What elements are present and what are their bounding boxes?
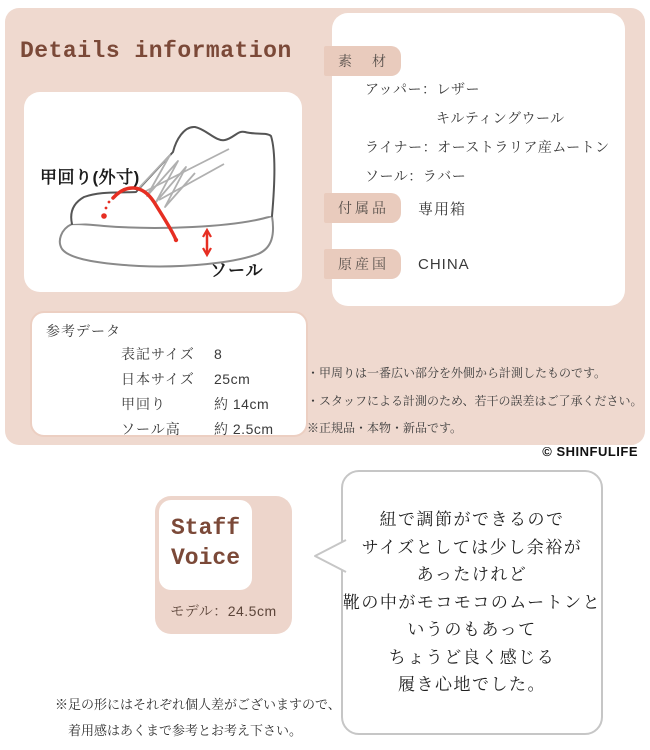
details-panel (5, 8, 645, 445)
accessory-chip: 付属品 (324, 193, 401, 223)
staff-voice-title-card (159, 500, 252, 590)
instep-arc-dot (101, 213, 107, 219)
instep-arc-dot (105, 207, 108, 210)
measurement-notes (307, 360, 642, 443)
note-line: ※正規品・本物・新品です。 (307, 421, 463, 435)
comment-line: あったけれど (416, 565, 528, 585)
ref-label: 表記サイズ (121, 346, 195, 362)
origin-chip: 原産国 (324, 249, 401, 279)
footnote-line: 着用感はあくまで参考とお考え下さい。 (68, 723, 303, 738)
shoe-diagram-card (24, 92, 302, 292)
reference-data-heading: 参考データ (46, 323, 121, 339)
table-row (46, 417, 292, 442)
page-title: Details information (20, 38, 292, 64)
comment-line: 靴の中がモコモコのムートンと (342, 592, 602, 612)
table-row (46, 342, 292, 367)
ref-label: 甲回り (121, 396, 166, 412)
staff-voice-comment (343, 472, 601, 733)
copyright-text: © SHINFULIFE (542, 444, 638, 459)
staff-voice-bubble (341, 470, 603, 735)
comment-line: いうのもあって (407, 620, 537, 640)
ref-value: 8 (214, 346, 223, 362)
note-line: ・スタッフによる計測のため、若干の誤差はご了承ください。 (307, 393, 643, 408)
material-line: ソール：ラバー (365, 168, 467, 184)
comment-line: 履き心地でした。 (398, 675, 546, 695)
ref-value: 約 2.5cm (214, 421, 274, 437)
accessory-value: 専用箱 (418, 200, 467, 218)
comment-line: サイズとしては少し余裕が (361, 537, 583, 557)
instep-arc-dot (174, 238, 178, 242)
origin-value: CHINA (418, 255, 470, 273)
note-line: ・甲周りは一番広い部分を外側から計測したものです。 (307, 366, 607, 380)
comment-line: ちょうど良く感じる (388, 647, 556, 667)
footnote (55, 692, 341, 744)
material-chip: 素 材 (324, 46, 401, 76)
instep-arc-dot (108, 201, 111, 204)
footnote-line: ※足の形にはそれぞれ個人差がございますので、 (55, 697, 341, 712)
spec-card (332, 13, 625, 306)
comment-line: 紐で調節ができるので (379, 510, 565, 530)
ref-label: 日本サイズ (121, 371, 195, 387)
instep-label: 甲回り(外寸) (40, 168, 140, 187)
accessory-row (324, 193, 466, 223)
ref-value: 25cm (214, 371, 251, 387)
ref-label: ソール高 (121, 421, 181, 437)
material-line: キルティングウール (436, 110, 565, 126)
material-line: アッパー：レザー (365, 81, 481, 97)
table-row (46, 367, 292, 392)
staff-voice-title-line: Staff (170, 515, 240, 541)
reference-data-card (30, 311, 308, 437)
ref-value: 約 14cm (214, 396, 270, 412)
material-lines (365, 75, 610, 191)
material-line: ライナー：オーストラリア産ムートン (365, 139, 610, 155)
table-row (46, 392, 292, 417)
model-size-text: モデル：24.5cm (170, 603, 277, 619)
origin-row (324, 249, 470, 279)
sole-label: ソール (210, 261, 264, 280)
staff-voice-badge (155, 496, 292, 634)
staff-voice-title-line: Voice (170, 545, 240, 571)
bubble-tail-icon (313, 538, 347, 574)
